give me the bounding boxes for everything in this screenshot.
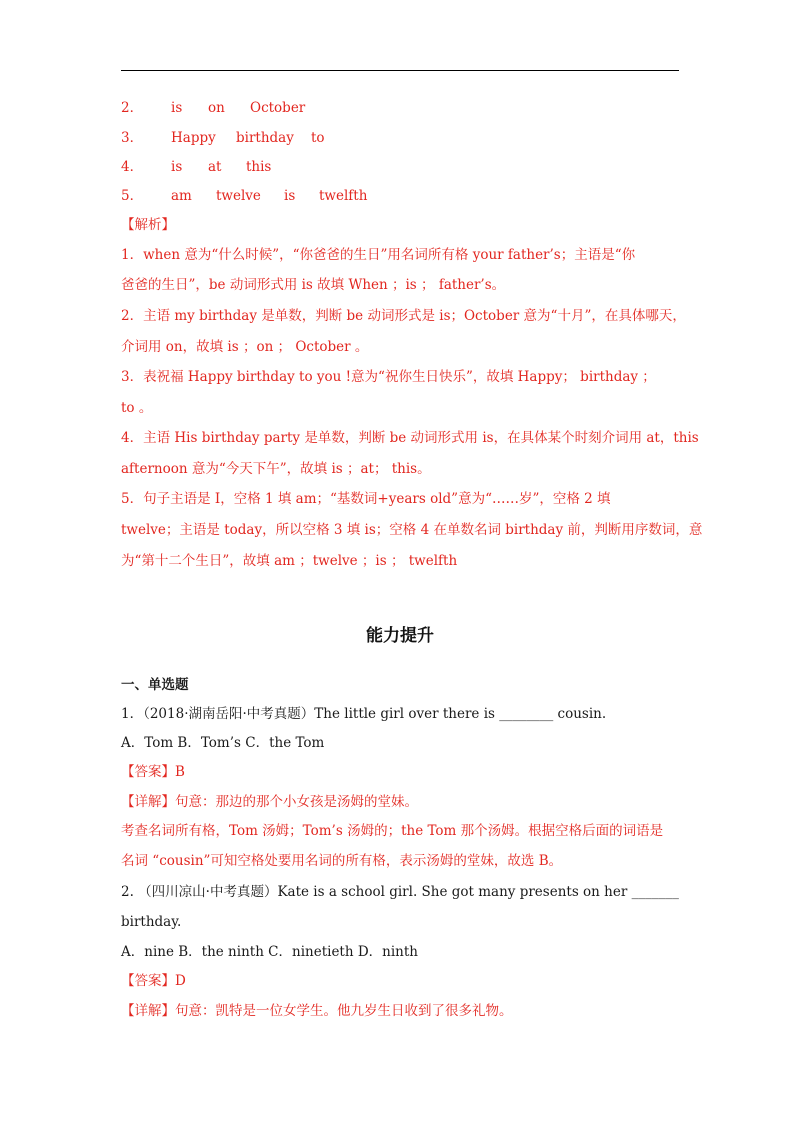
answer-number: 4．: [121, 159, 144, 175]
answer-word: is: [171, 159, 183, 175]
section-title: 能力提升: [366, 626, 434, 646]
answer-word: to: [311, 130, 325, 146]
analysis-paragraph-5: 5．句子主语是 I，空格 1 填 am；“基数词+years old”意为“……岁”，空格 2 填: [121, 491, 611, 507]
answer-number: 3．: [121, 130, 144, 146]
answer-row-4: [121, 158, 271, 176]
answer-word: on: [208, 100, 225, 116]
answer-word: is: [284, 188, 296, 204]
answer-word: twelve: [216, 188, 261, 204]
analysis-heading: 【解析】: [121, 217, 175, 233]
analysis-paragraph-5-cont: twelve；主语是 today，所以空格 3 填 is；空格 4 在单数名词 birthday 前，判断用序数词，意: [121, 522, 703, 538]
analysis-paragraph-4-cont: afternoon 意为“今天下午”，故填 is ；at； this。: [121, 461, 431, 477]
question-2-answer: 【答案】D: [121, 973, 186, 989]
analysis-paragraph-5-cont2: 为“第十二个生日”，故填 am ；twelve ；is ； twelfth: [121, 553, 458, 569]
analysis-paragraph-3: 3．表祝福 Happy birthday to you !意为“祝你生日快乐”，故填 Happy； birthday ；: [121, 369, 656, 385]
question-1-stem: 1．（2018·湖南岳阳·中考真题）The little girl over there is ________ cousin.: [121, 706, 607, 722]
answer-word: Happy: [171, 130, 216, 146]
analysis-paragraph-1-cont: 爸爸的生日”，be 动词形式用 is 故填 When ；is ； father’s。: [121, 277, 506, 293]
answer-row-2: [121, 99, 305, 117]
question-2-options: A．nine B．the ninth C．ninetieth D．ninth: [121, 944, 418, 960]
question-1-answer: 【答案】B: [121, 764, 185, 780]
question-1-options: A．Tom B．Tom’s C．the Tom: [121, 735, 325, 751]
answer-word: October: [250, 100, 306, 116]
answer-word: twelfth: [319, 188, 368, 204]
answer-word: is: [171, 100, 183, 116]
header-rule: [121, 70, 679, 71]
analysis-paragraph-3-cont: to 。: [121, 400, 153, 416]
answer-word: this: [246, 159, 272, 175]
analysis-paragraph-4: 4．主语 His birthday party 是单数，判断 be 动词形式用 is，在具体某个时刻介词用 at，this: [121, 430, 699, 446]
answer-number: 2．: [121, 100, 144, 116]
analysis-paragraph-1: 1．when 意为“什么时候”，“你爸爸的生日”用名词所有格 your father’s；主语是“你: [121, 247, 636, 263]
question-2-stem: 2. （四川凉山·中考真题）Kate is a school girl. She got many presents on her _______: [121, 884, 679, 900]
answer-word: birthday: [236, 130, 294, 146]
question-1-detail: 【详解】句意：那边的那个小女孩是汤姆的堂妹。: [121, 794, 418, 810]
answer-row-3: [121, 129, 325, 147]
part-heading: 一、单选题: [121, 677, 189, 693]
analysis-paragraph-2: 2．主语 my birthday 是单数，判断 be 动词形式是 is；October 意为“十月”，在具体哪天，: [121, 308, 686, 324]
answer-number: 5．: [121, 188, 144, 204]
answer-word: at: [208, 159, 222, 175]
analysis-paragraph-2-cont: 介词用 on，故填 is ；on ； October 。: [121, 339, 369, 355]
question-1-explanation-cont: 名词 “cousin”可知空格处要用名词的所有格，表示汤姆的堂妹，故选 B。: [121, 853, 563, 869]
question-2-stem-cont: birthday.: [121, 914, 182, 930]
question-1-explanation: 考查名词所有格，Tom 汤姆；Tom’s 汤姆的；the Tom 那个汤姆。根据空格后面的词语是: [121, 823, 664, 839]
answer-row-5: [121, 187, 367, 205]
answer-word: am: [171, 188, 192, 204]
question-2-detail: 【详解】句意：凯特是一位女学生。他九岁生日收到了很多礼物。: [121, 1003, 513, 1019]
